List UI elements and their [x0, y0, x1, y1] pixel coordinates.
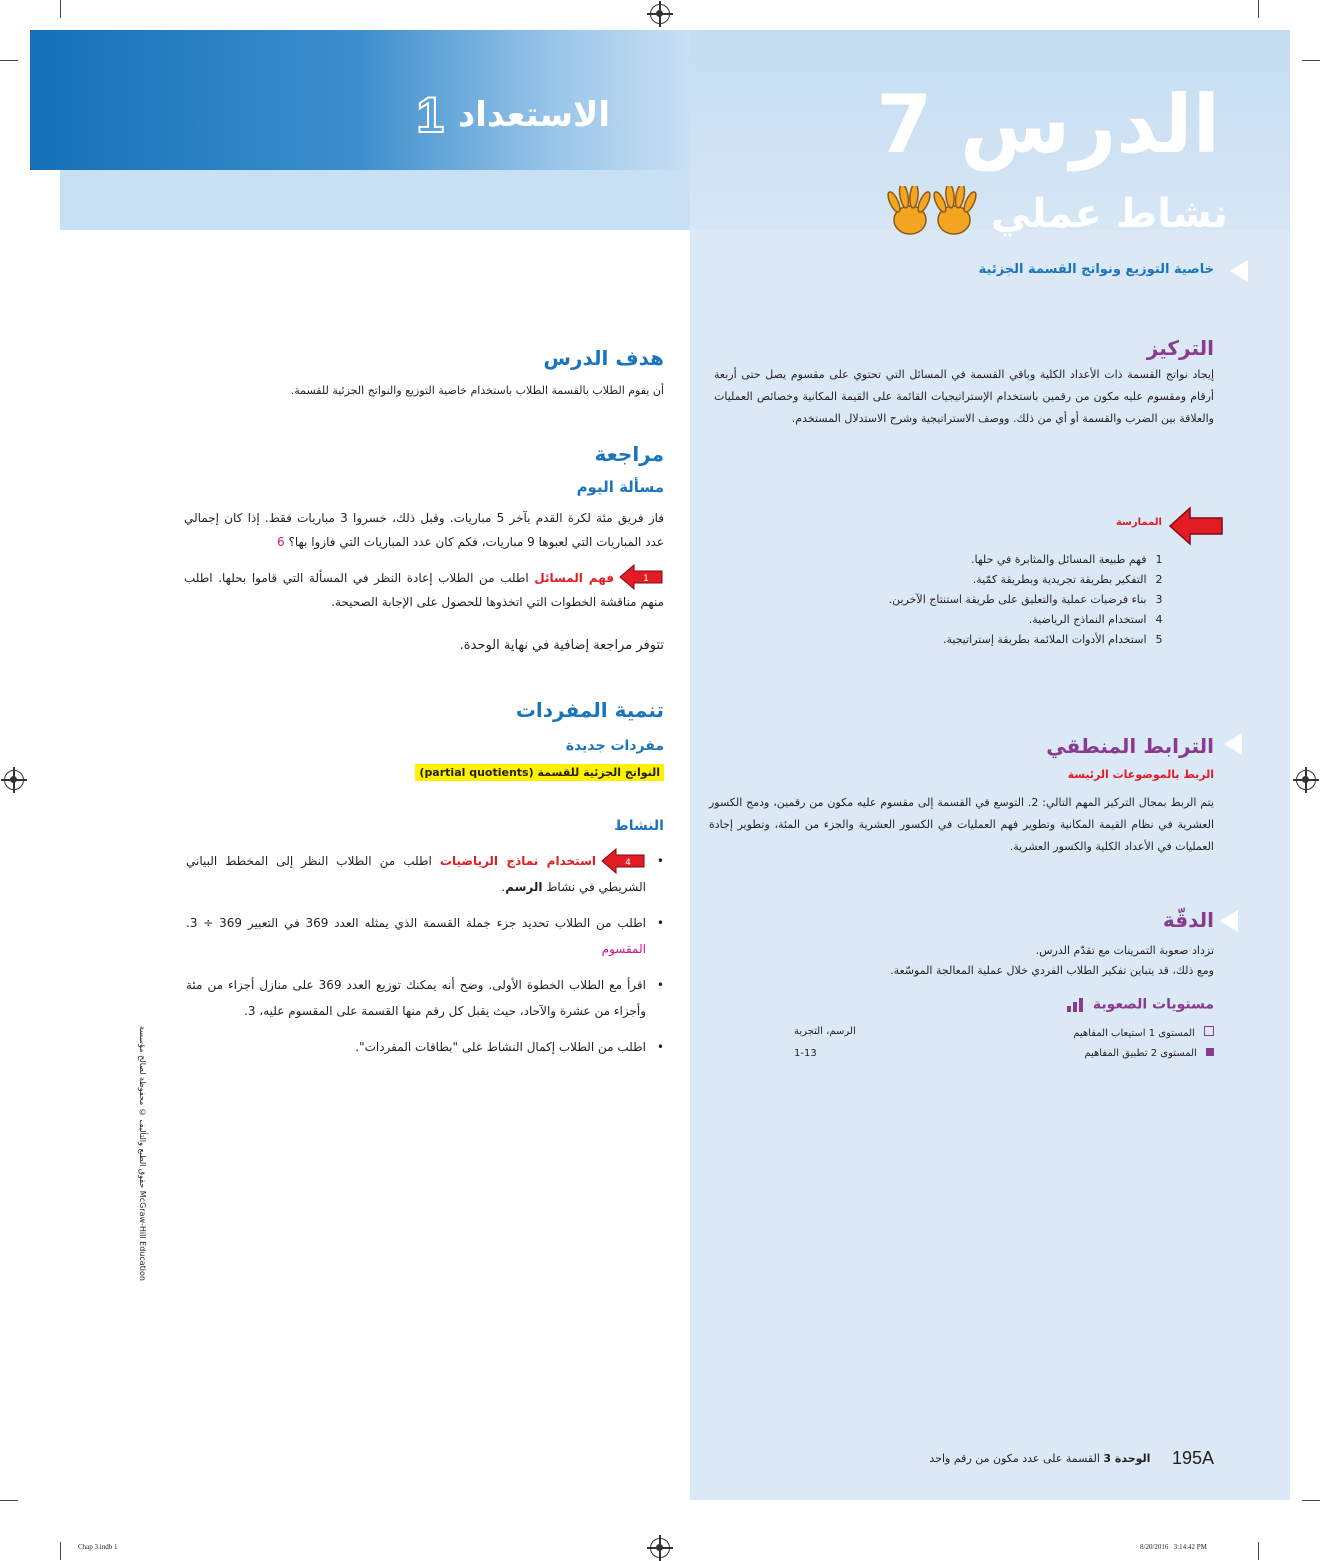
practice-arrow-icon	[1168, 506, 1226, 546]
activity-item: • اطلب من الطلاب إكمال النشاط على "بطاقات المفردات".	[186, 1034, 664, 1060]
difficulty-bars-icon	[1066, 998, 1084, 1012]
rigor-heading: الدقّة	[1162, 908, 1214, 932]
coherence-subheading: الربط بالموضوعات الرئيسة	[1067, 768, 1214, 781]
practice-label: الممارسة	[1115, 517, 1162, 528]
registration-mark-bottom	[650, 1538, 670, 1558]
activity-item: • 4 استخدام نماذج الرياضيات اطلب من الطلاب النظر إلى المخطط البياني الشريطي في نشاط الرسم.	[186, 848, 664, 900]
math-practice-arrow-icon	[600, 848, 646, 874]
coherence-text: يتم الربط بمجال التركيز المهم التالي: 2. التوسع في القسمة إلى مقسوم عليه مكون من رقمين، ودمج الكسور العشرية في نظام القيمة المكانية وتطوير فهم العمليات في الكسور العشرية والجزء من المئة، وتطوير إجادة العمليات في الأعداد الكلية والكسور العشرية.	[709, 796, 1214, 853]
activity-item: • اطلب من الطلاب تحديد جزء جملة القسمة الذي يمثله العدد 369 في التعبير 369 ÷ 3. المقسوم	[186, 910, 664, 962]
level-row	[794, 1026, 1214, 1039]
activity-list	[186, 848, 664, 1060]
practice-item: 3 بناء فرضيات عملية والتعليق على طريقة استنتاج الآخرين.	[888, 593, 1163, 606]
mp1-block	[184, 566, 664, 614]
problem-statement: فاز فريق مئة لكرة القدم بآخر 5 مباريات. وقبل ذلك، خسروا 3 مباريات فقط. إذا كان إجمالي عدد المباريات التي لعبوها 9 مباريات، فكم كان عدد المباريات التي فازوا بها؟	[184, 511, 665, 549]
focus-text: إيجاد نواتج القسمة ذات الأعداد الكلية وباقي القسمة في المسائل التي تحتوي على مقسوم يصل حتى أربعة أرقام ومقسوم عليه مكون من رقمين باستخدام الإستراتيجيات القائمة على القيمة المكانية وخصائص العمليات والعلاقة بين الضرب والقسمة أو أي من ذلك. ووصف الاستراتيجية وشرح الاستدلال المستخدم.	[714, 368, 1214, 425]
level-label: المستوى 2 تطبيق المفاهيم	[1084, 1048, 1197, 1059]
rigor-arrow-icon	[1220, 910, 1238, 932]
lesson-activity-row	[884, 186, 1228, 242]
practice-item: 1 فهم طبيعة المسائل والمثابرة في حلها.	[971, 553, 1163, 566]
problem-text	[184, 506, 664, 554]
right-panel	[690, 30, 1290, 1500]
new-vocab-heading: مفردات جديدة	[565, 738, 664, 754]
level-2-icon	[1206, 1048, 1214, 1056]
levels-heading-row	[1066, 994, 1214, 1013]
objective-heading: هدف الدرس	[543, 346, 664, 370]
prep-number: 1	[416, 87, 445, 143]
mp1-label: فهم المسائل	[534, 571, 614, 585]
registration-mark-right	[1296, 770, 1316, 790]
review-extra: تتوفر مراجعة إضافية في نهاية الوحدة.	[459, 638, 664, 653]
lesson-subtitle: خاصية التوزيع ونواتج القسمة الجزئية	[978, 262, 1214, 277]
practice-item: 4 استخدام النماذج الرياضية.	[1028, 613, 1163, 626]
unit-label: الوحدة 3	[1103, 1452, 1151, 1465]
activity-item: • اقرأ مع الطلاب الخطوة الأولى. وضح أنه يمكنك توزيع العدد 369 على منازل أجزاء من مئة وأجزاء من عشرة والآحاد، حيث يقبل كل رقم منها القسمة على المقسوم عليه، 3.	[186, 972, 664, 1024]
prep-title: الاستعداد	[457, 95, 610, 135]
level-value: الرسم، التجربة	[794, 1026, 856, 1037]
practice-item: 5 استخدام الأدوات الملائمة بطريقة إستراتيجية.	[942, 633, 1163, 646]
unit-title: القسمة على عدد مكون من رقم واحد	[929, 1452, 1100, 1465]
level-value: 1-13	[794, 1048, 817, 1059]
print-timestamp: 8/20/2016 3:14:42 PM	[1140, 1543, 1207, 1551]
copyright-vertical: حقوق الطبع والتأليف © محفوظة لصالح مؤسسة McGraw-Hill Education	[138, 1026, 147, 1281]
svg-text:4: • 4	[625, 858, 631, 868]
activity-heading: النشاط	[614, 818, 664, 834]
registration-mark-left	[4, 770, 24, 790]
prep-banner-lower	[60, 170, 690, 230]
objective-text: أن يقوم الطلاب بالقسمة الطلاب باستخدام خاصية التوزيع والنواتج الجزئية للقسمة.	[290, 384, 664, 397]
practice-list	[748, 550, 1168, 650]
svg-text:1: 1	[643, 574, 649, 584]
problem-heading: مسألة اليوم	[576, 478, 664, 496]
coherence-heading: الترابط المنطقي	[1046, 734, 1214, 758]
rigor-line-1: تزداد صعوبة التمرينات مع تقدّم الدرس.	[1035, 944, 1214, 957]
subtitle-arrow-icon	[1230, 260, 1248, 282]
file-slug: Chap 3.indb 1	[78, 1543, 118, 1551]
level-label: المستوى 1 استيعاب المفاهيم	[1073, 1028, 1195, 1039]
lesson-activity: نشاط عملي	[990, 191, 1228, 237]
vocab-term	[415, 764, 664, 781]
lesson-title: الدرس 7	[876, 78, 1220, 171]
hands-icon	[884, 186, 980, 242]
footer-running	[929, 1448, 1214, 1469]
coherence-arrow-icon	[1224, 733, 1242, 755]
page-number: 195A	[1171, 1448, 1214, 1468]
level-1-icon	[1204, 1026, 1214, 1036]
prep-heading	[416, 86, 610, 144]
vocab-term-ar: النواتج الجزئية للقسمة	[537, 766, 660, 779]
mp1-text: اطلب من الطلاب إعادة النظر في المسألة التي قاموا بحلها. اطلب منهم مناقشة الخطوات التي اتخذوها للحصول على الإجابة الصحيحة.	[184, 571, 664, 609]
levels-heading: مستويات الصعوبة	[1092, 996, 1214, 1013]
problem-answer: 6	[277, 535, 285, 549]
level-row	[794, 1048, 1214, 1059]
review-heading: مراجعة	[594, 442, 664, 466]
registration-mark-top	[650, 4, 670, 24]
vocab-heading: تنمية المفردات	[515, 698, 664, 722]
rigor-line-2: ومع ذلك، قد يتباين تفكير الطلاب الفردي خلال عملية المعالجة الموسّعة.	[890, 964, 1214, 977]
vocab-term-en: (partial quotients)	[419, 766, 534, 779]
math-practice-arrow-icon	[618, 564, 664, 590]
focus-heading: التركيز	[1146, 336, 1214, 360]
practice-item: 2 التفكير بطريقة تجريدية وبطريقة كمّية.	[972, 573, 1163, 586]
